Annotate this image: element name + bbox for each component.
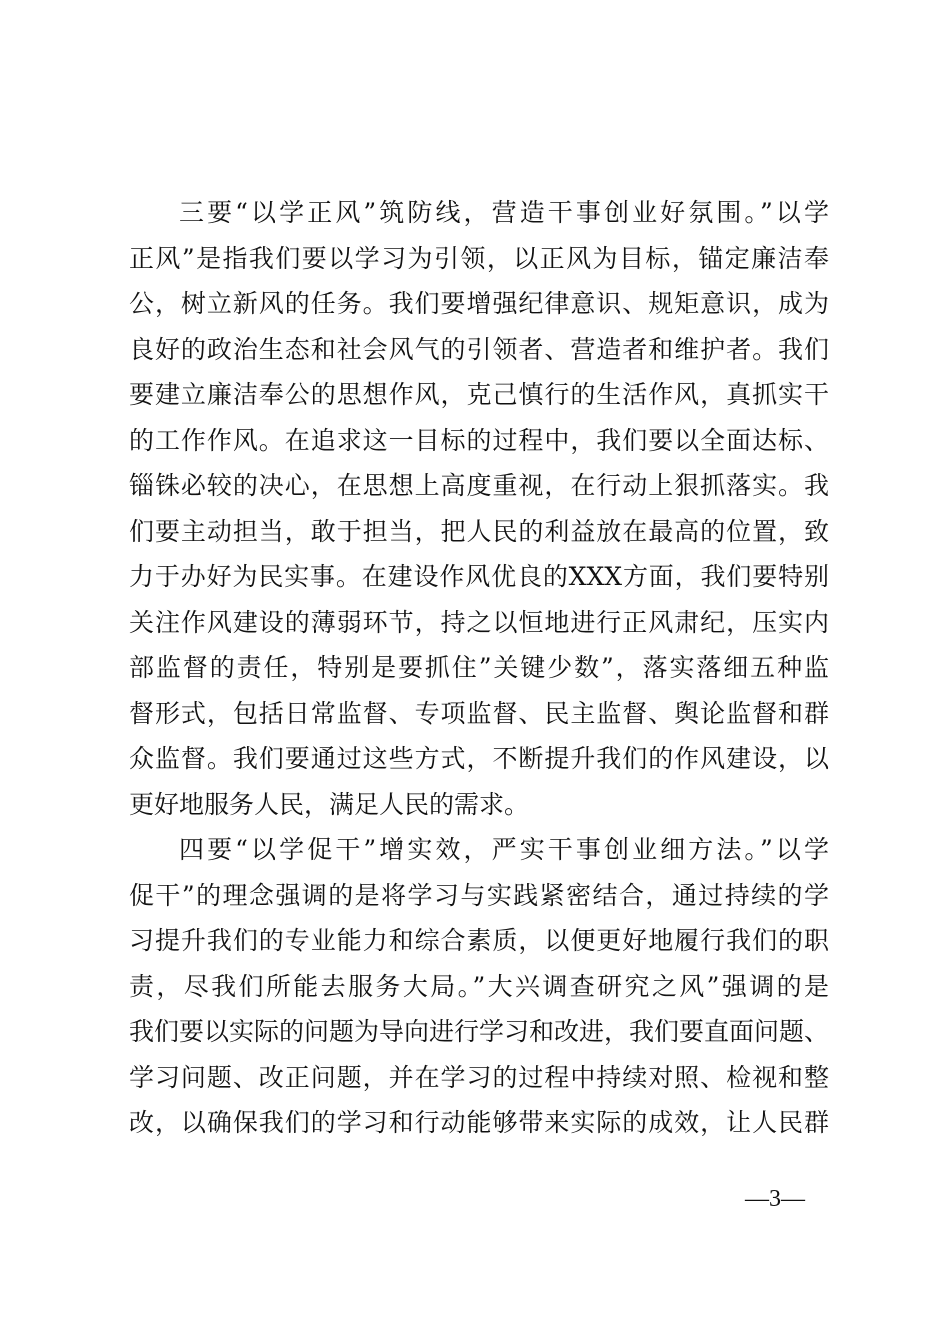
paragraph-3-line-13: 众监督。我们要通过这些方式，不断提升我们的作风建设，以 (129, 744, 829, 773)
paragraph-3-line-8: 们要主动担当，敢于担当，把人民的利益放在最高的位置，致 (129, 516, 829, 546)
paragraph-4-line-5: 我们要以实际的问题为导向进行学习和改进，我们要直面问题、 (129, 1017, 830, 1046)
page-number: —3— (745, 1186, 805, 1212)
paragraph-4-line-6: 学习问题、改正问题，并在学习的过程中持续对照、检视和整 (129, 1062, 829, 1092)
paragraph-3-line-12: 督形式，包括日常监督、专项监督、民主监督、舆论监督和群 (129, 698, 829, 728)
paragraph-4-line-7: 改，以确保我们的学习和行动能够带来实际的成效，让人民群 (129, 1108, 829, 1137)
paragraph-3-line-14: 更好地服务人民，满足人民的需求。 (129, 789, 530, 819)
paragraph-3-line-6: 的工作作风。在追求这一目标的过程中，我们要以全面达标、 (129, 425, 829, 455)
paragraph-3-line-2: 正风”是指我们要以学习为引领，以正风为目标，锚定廉洁奉 (129, 243, 829, 273)
body-text (129, 190, 829, 1146)
paragraph-3-line-4: 良好的政治生态和社会风气的引领者、营造者和维护者。我们 (129, 334, 829, 364)
paragraph-3-line-11: 部监督的责任，特别是要抓住”关键少数”，落实落细五种监 (129, 653, 829, 682)
paragraph-3-line-10: 关注作风建设的薄弱环节，持之以恒地进行正风肃纪，压实内 (129, 607, 829, 637)
paragraph-3-line-9: 力于办好为民实事。在建设作风优良的XXX方面，我们要特别 (129, 562, 829, 591)
paragraph-3-line-1: 三要“以学正风”筑防线，营造干事创业好氛围。”以学 (179, 198, 829, 227)
paragraph-4-line-4: 责，尽我们所能去服务大局。”大兴调查研究之风”强调的是 (129, 971, 829, 1001)
paragraph-3-line-3: 公，树立新风的任务。我们要增强纪律意识、规矩意识，成为 (129, 289, 829, 318)
paragraph-4-line-3: 习提升我们的专业能力和综合素质，以便更好地履行我们的职 (129, 926, 829, 955)
paragraph-4-line-1: 四要“以学促干”增实效，严实干事创业细方法。”以学 (179, 835, 829, 864)
paragraph-3-line-7: 锱铢必较的决心，在思想上高度重视，在行动上狠抓落实。我 (129, 471, 829, 500)
paragraph-4-line-2: 促干”的理念强调的是将学习与实践紧密结合，通过持续的学 (129, 880, 829, 910)
paragraph-3-line-5: 要建立廉洁奉公的思想作风，克己慎行的生活作风，真抓实干 (129, 380, 829, 409)
